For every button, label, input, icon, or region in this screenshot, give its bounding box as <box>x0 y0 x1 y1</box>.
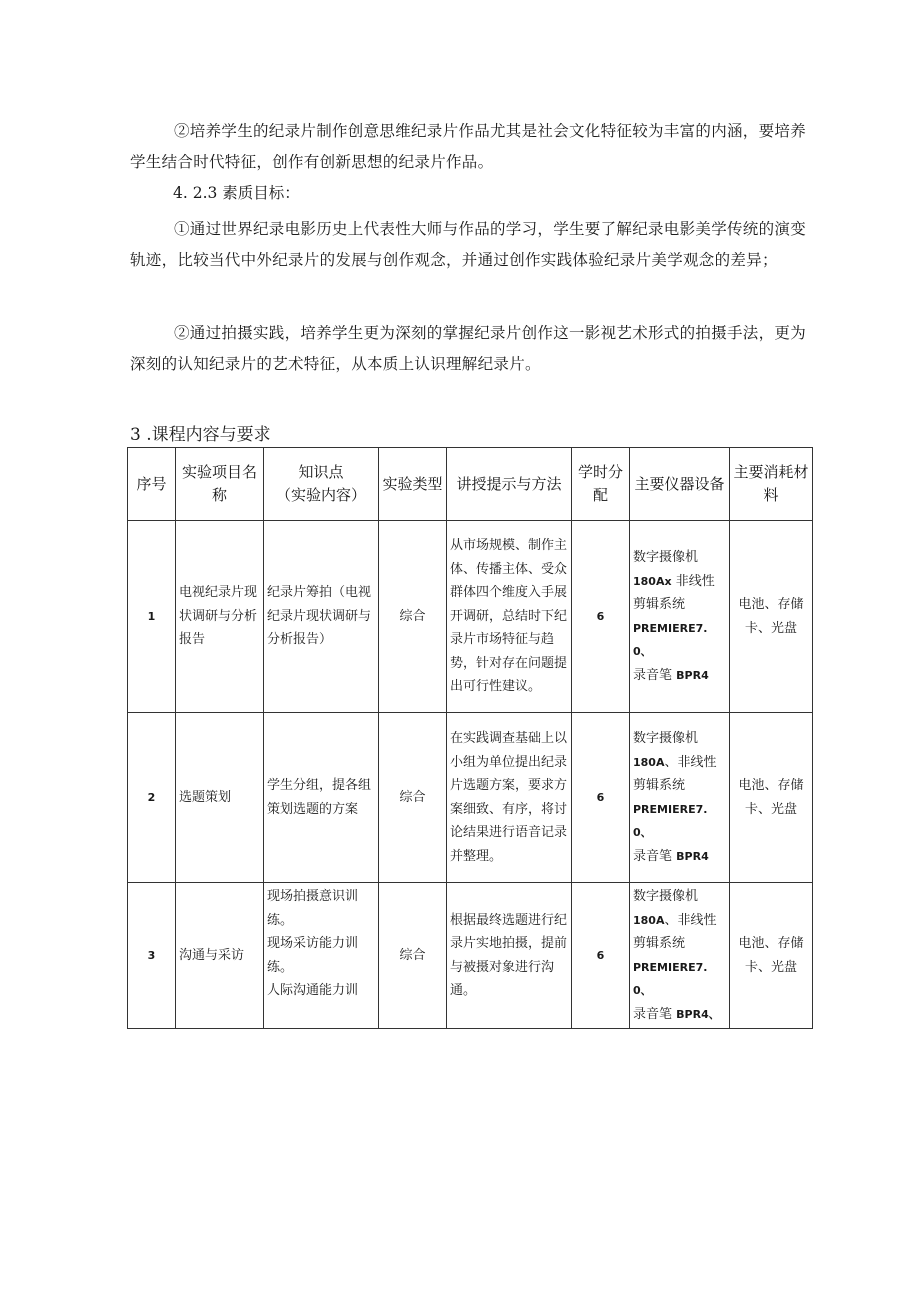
row1-equipment-f: BPR4 <box>676 668 709 682</box>
row3-equipment-a: 数字摄像机 <box>633 889 699 904</box>
table-row <box>128 521 813 713</box>
row2-name: 选题策划 <box>176 713 264 883</box>
row3-equipment-e: 录音笔 <box>633 1006 673 1022</box>
row1-type: 综合 <box>379 521 447 713</box>
header-teaching-method: 讲授提示与方法 <box>447 448 572 521</box>
row2-equipment-c: 、非线性剪辑系统 <box>633 754 717 793</box>
row3-materials: 电池、存储卡、光盘 <box>730 883 813 1029</box>
header-knowledge <box>264 448 379 521</box>
row3-equipment-b: 180A <box>633 913 665 927</box>
row3-equipment-f: BPR4、 <box>676 1007 720 1021</box>
section-title-course-content: 3 .课程内容与要求 <box>130 425 271 445</box>
header-hours: 学时分配 <box>572 448 630 521</box>
row1-hours: 6 <box>572 521 630 713</box>
row2-equipment-b: 180A <box>633 755 665 769</box>
table-row <box>128 713 813 883</box>
course-content-table <box>127 447 813 1029</box>
paragraph-shooting-practice: ②通过拍摄实践，培养学生更为深刻的掌握纪录片创作这一影视艺术形式的拍摄手法，更为深刻的认知纪录片的艺术特征，从本质上认识理解纪录片。 <box>130 324 807 373</box>
row3-equipment-d: PREMIERE7.0、 <box>633 960 708 997</box>
paragraph-cultivate-creative-thinking: ②培养学生的纪录片制作创意思维纪录片作品尤其是社会文化特征较为丰富的内涵，要培养学生结合时代特征，创作有创新思想的纪录片作品。 <box>130 122 807 171</box>
row1-equipment-d: PREMIERE7.0、 <box>633 621 708 658</box>
row1-equipment-c: 非线性剪辑系统 <box>633 573 715 612</box>
row3-name: 沟通与采访 <box>176 883 264 1029</box>
row2-equipment-e: 录音笔 <box>633 848 673 864</box>
header-knowledge-line1: 知识点 <box>298 463 344 481</box>
row3-seq: 3 <box>128 883 176 1029</box>
row1-equipment-a: 数字摄像机 <box>633 550 699 565</box>
row1-method: 从市场规模、制作主体、传播主体、受众群体四个维度入手展开调研，总结时下纪录片市场特征与趋势，针对存在问题提出可行性建议。 <box>447 521 572 713</box>
row3-knowledge-2: 现场采访能力训练。 <box>267 936 359 975</box>
table-row <box>128 883 813 1029</box>
row1-equipment-b: 180Ax <box>633 574 672 588</box>
row3-knowledge <box>264 883 379 1029</box>
header-knowledge-line2: （实验内容） <box>275 486 366 504</box>
row2-equipment-f: BPR4 <box>676 849 709 863</box>
row3-method: 根据最终选题进行纪录片实地拍摄，提前与被摄对象进行沟通。 <box>447 883 572 1029</box>
row2-knowledge: 学生分组，提各组策划选题的方案 <box>264 713 379 883</box>
heading-quality-goals: 4. 2.3 素质目标： <box>173 184 300 202</box>
row2-equipment-a: 数字摄像机 <box>633 731 699 746</box>
row3-equipment <box>630 883 730 1029</box>
row3-type: 综合 <box>379 883 447 1029</box>
row3-knowledge-3: 人际沟通能力训 <box>267 983 359 998</box>
header-experiment-type: 实验类型 <box>379 448 447 521</box>
header-experiment-name: 实验项目名称 <box>176 448 264 521</box>
row2-type: 综合 <box>379 713 447 883</box>
row2-method: 在实践调查基础上以小组为单位提出纪录片选题方案，要求方案细致、有序，将讨论结果进行语音记录并整理。 <box>447 713 572 883</box>
header-seq: 序号 <box>128 448 176 521</box>
row1-name: 电视纪录片现状调研与分析报告 <box>176 521 264 713</box>
header-materials: 主要消耗材料 <box>730 448 813 521</box>
row3-equipment-c: 、非线性剪辑系统 <box>633 912 717 951</box>
row2-hours: 6 <box>572 713 630 883</box>
row1-equipment <box>630 521 730 713</box>
header-equipment: 主要仪器设备 <box>630 448 730 521</box>
row2-materials: 电池、存储卡、光盘 <box>730 713 813 883</box>
row3-hours: 6 <box>572 883 630 1029</box>
row3-knowledge-1: 现场拍摄意识训练。 <box>267 889 359 928</box>
row1-seq: 1 <box>128 521 176 713</box>
row2-equipment <box>630 713 730 883</box>
row2-seq: 2 <box>128 713 176 883</box>
paragraph-world-documentary-history: ①通过世界纪录电影历史上代表性大师与作品的学习，学生要了解纪录电影美学传统的演变轨迹，比较当代中外纪录片的发展与创作观念，并通过创作实践体验纪录片美学观念的差异； <box>130 220 807 269</box>
row1-equipment-e: 录音笔 <box>633 667 673 683</box>
table-header-row <box>128 448 813 521</box>
row1-knowledge: 纪录片筹拍（电视纪录片现状调研与分析报告） <box>264 521 379 713</box>
row1-materials: 电池、存储卡、光盘 <box>730 521 813 713</box>
row2-equipment-d: PREMIERE7.0、 <box>633 802 708 839</box>
